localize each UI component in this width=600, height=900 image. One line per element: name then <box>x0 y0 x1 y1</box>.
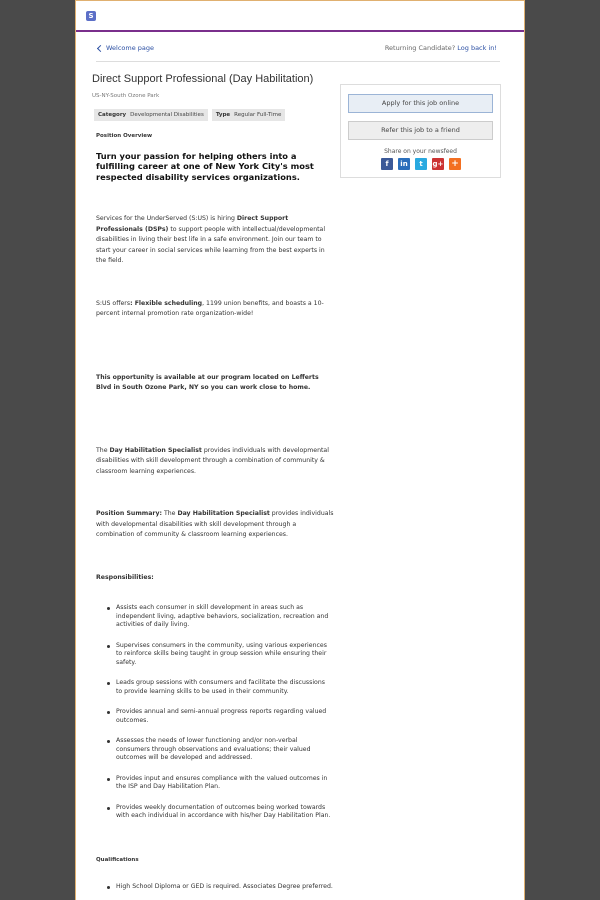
text-bold: : Flexible scheduling <box>130 299 203 307</box>
facebook-icon[interactable]: f <box>381 158 393 170</box>
list-item: High School Diploma or GED is required. Associates Degree preferred. <box>116 883 333 890</box>
text: The <box>96 446 110 454</box>
paragraph-location: This opportunity is available at our program located on Lefferts Blvd in South Ozone Park, NY so you can work close to home. <box>96 373 319 391</box>
list-item: Provides input and ensures compliance with the valued outcomes in the ISP and Day Habilitation Plan. <box>116 775 333 792</box>
lead-paragraph: Turn your passion for helping others into a fulfilling career at one of New York City's most respected disability services organizations. <box>96 150 314 182</box>
position-overview-heading: Position Overview <box>96 133 153 139</box>
apply-online-button[interactable]: Apply for this job online <box>348 94 493 113</box>
text-bold: Day Habilitation Specialist <box>109 446 202 454</box>
returning-candidate <box>385 44 497 52</box>
linkedin-icon[interactable]: in <box>398 158 410 170</box>
list-item: Provides annual and semi-annual progress reports regarding valued outcomes. <box>116 708 333 725</box>
share-plus-icon[interactable]: + <box>449 158 461 170</box>
text: provides individuals with developmental disabilities with skill development through a combination of community & classroom learning experiences. <box>96 446 329 475</box>
text-bold: Position Summary: <box>96 510 162 517</box>
text: to support people with intellectual/developmental disabilities in living their best life in a safe environment. Join our team to start your career in social services while learning from the best experts in the field. <box>96 225 326 264</box>
nav-row <box>96 44 500 62</box>
apply-panel <box>340 84 501 178</box>
log-back-in-link[interactable]: Log back in! <box>457 44 497 52</box>
list-item: Assists each consumer in skill development in areas such as independent living, adaptive behaviors, socialization, recreation and activities of daily living. <box>116 604 333 630</box>
welcome-page-link[interactable] <box>96 44 154 52</box>
responsibilities-list <box>116 604 336 821</box>
tag-key: Category <box>98 112 127 118</box>
text: S:US offers <box>96 299 131 307</box>
chevron-left-icon <box>97 44 104 51</box>
text: Services for the UnderServed (S:US) is hiring <box>96 215 237 222</box>
job-tags <box>94 109 285 121</box>
list-item: Provides weekly documentation of outcomes being worked towards with each individual in accordance with his/her Day Habilitation Plan. <box>116 804 333 821</box>
paragraph-intro <box>96 214 336 267</box>
list-item: Assesses the needs of lower functioning and/or non-verbal consumers through observations and evaluations; their valued outcomes will be developed and addressed. <box>116 737 333 763</box>
text: provides individuals with developmental disabilities with skill development through a combination of community & classroom learning experiences. <box>96 510 334 538</box>
top-bar <box>76 0 524 32</box>
refer-friend-button[interactable]: Refer this job to a friend <box>348 121 493 140</box>
welcome-page-label: Welcome page <box>106 44 155 52</box>
share-icons <box>381 158 461 170</box>
text-bold: Day Habilitation Specialist <box>177 510 270 517</box>
page <box>75 0 525 900</box>
paragraph-summary <box>96 509 336 541</box>
job-description <box>96 131 336 900</box>
tag-key: Type <box>215 112 231 118</box>
returning-text: Returning Candidate? <box>384 44 456 52</box>
tag-value: Developmental Disabilities <box>130 112 204 118</box>
tag-type <box>212 109 286 121</box>
company-logo-icon[interactable]: S <box>86 11 96 21</box>
qualifications-list <box>116 883 336 892</box>
list-item: Leads group sessions with consumers and facilitate the discussions to provide learning skills to be used in their community. <box>116 679 333 696</box>
paragraph-day-hab <box>96 446 336 478</box>
share-label: Share on your newsfeed <box>384 148 457 155</box>
job-title: Direct Support Professional (Day Habilitation) <box>92 73 314 85</box>
text: The <box>161 510 178 517</box>
google-plus-icon[interactable]: g+ <box>432 160 444 168</box>
text-bold: Direct Support Professionals (DSPs) <box>96 215 289 233</box>
twitter-icon[interactable]: t <box>415 158 427 170</box>
tag-value: Regular Full-Time <box>234 112 282 118</box>
tag-category <box>94 109 208 121</box>
text: , 1199 union benefits, and boasts a 10-percent internal promotion rate organization-wide! <box>96 299 324 317</box>
responsibilities-heading: Responsibilities: <box>96 573 154 581</box>
list-item: Supervises consumers in the community, using various experiences to reinforce skills being taught in group session while ensuring their safety. <box>116 642 333 668</box>
qualifications-heading: Qualifications <box>96 856 139 863</box>
paragraph-offers <box>96 299 336 320</box>
job-location: US-NY-South Ozone Park <box>92 93 160 99</box>
